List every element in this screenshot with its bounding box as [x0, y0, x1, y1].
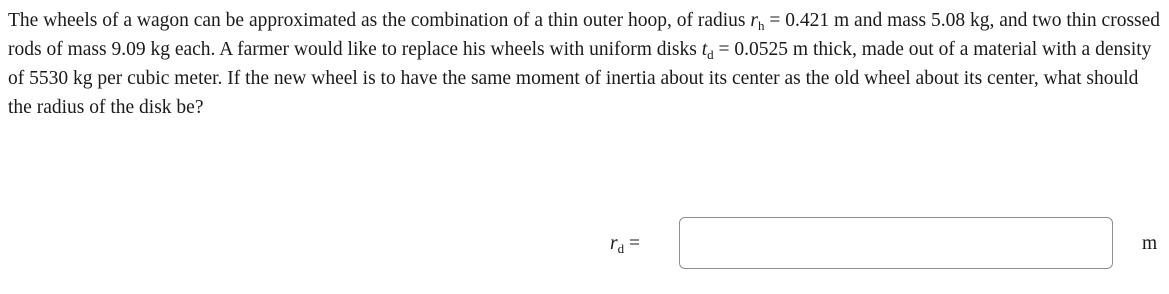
- question-part-1: The wheels of a wagon can be approximated as the combination of a thin outer hoop, of radius: [8, 10, 751, 31]
- question-part-3: = 0.0525 m thick, made out of a material with a density of 5530 kg per cubic meter. If the new wheel is to have the same moment of inertia about its center as the old wheel about its center, what should the radius of the disk be?: [8, 39, 1152, 118]
- disk-thickness-symbol: t: [701, 39, 708, 60]
- hoop-radius-symbol: r: [750, 10, 758, 31]
- disk-radius-symbol: r: [610, 233, 618, 254]
- disk-radius-subscript: d: [617, 241, 625, 256]
- answer-label: [610, 231, 640, 257]
- question-text: [8, 6, 1163, 122]
- disk-thickness-subscript: d: [707, 47, 714, 62]
- answer-row: [0, 217, 1169, 271]
- answer-unit: m: [1142, 233, 1158, 254]
- answer-equals: =: [624, 233, 640, 254]
- hoop-radius-subscript: h: [758, 18, 765, 33]
- question-part-2: = 0.421 m and mass 5.08 kg, and two thin crossed rods of mass 9.09 kg each. A farmer would like to replace his wheels with uniform disks: [8, 10, 1161, 60]
- disk-radius-input[interactable]: [679, 217, 1113, 269]
